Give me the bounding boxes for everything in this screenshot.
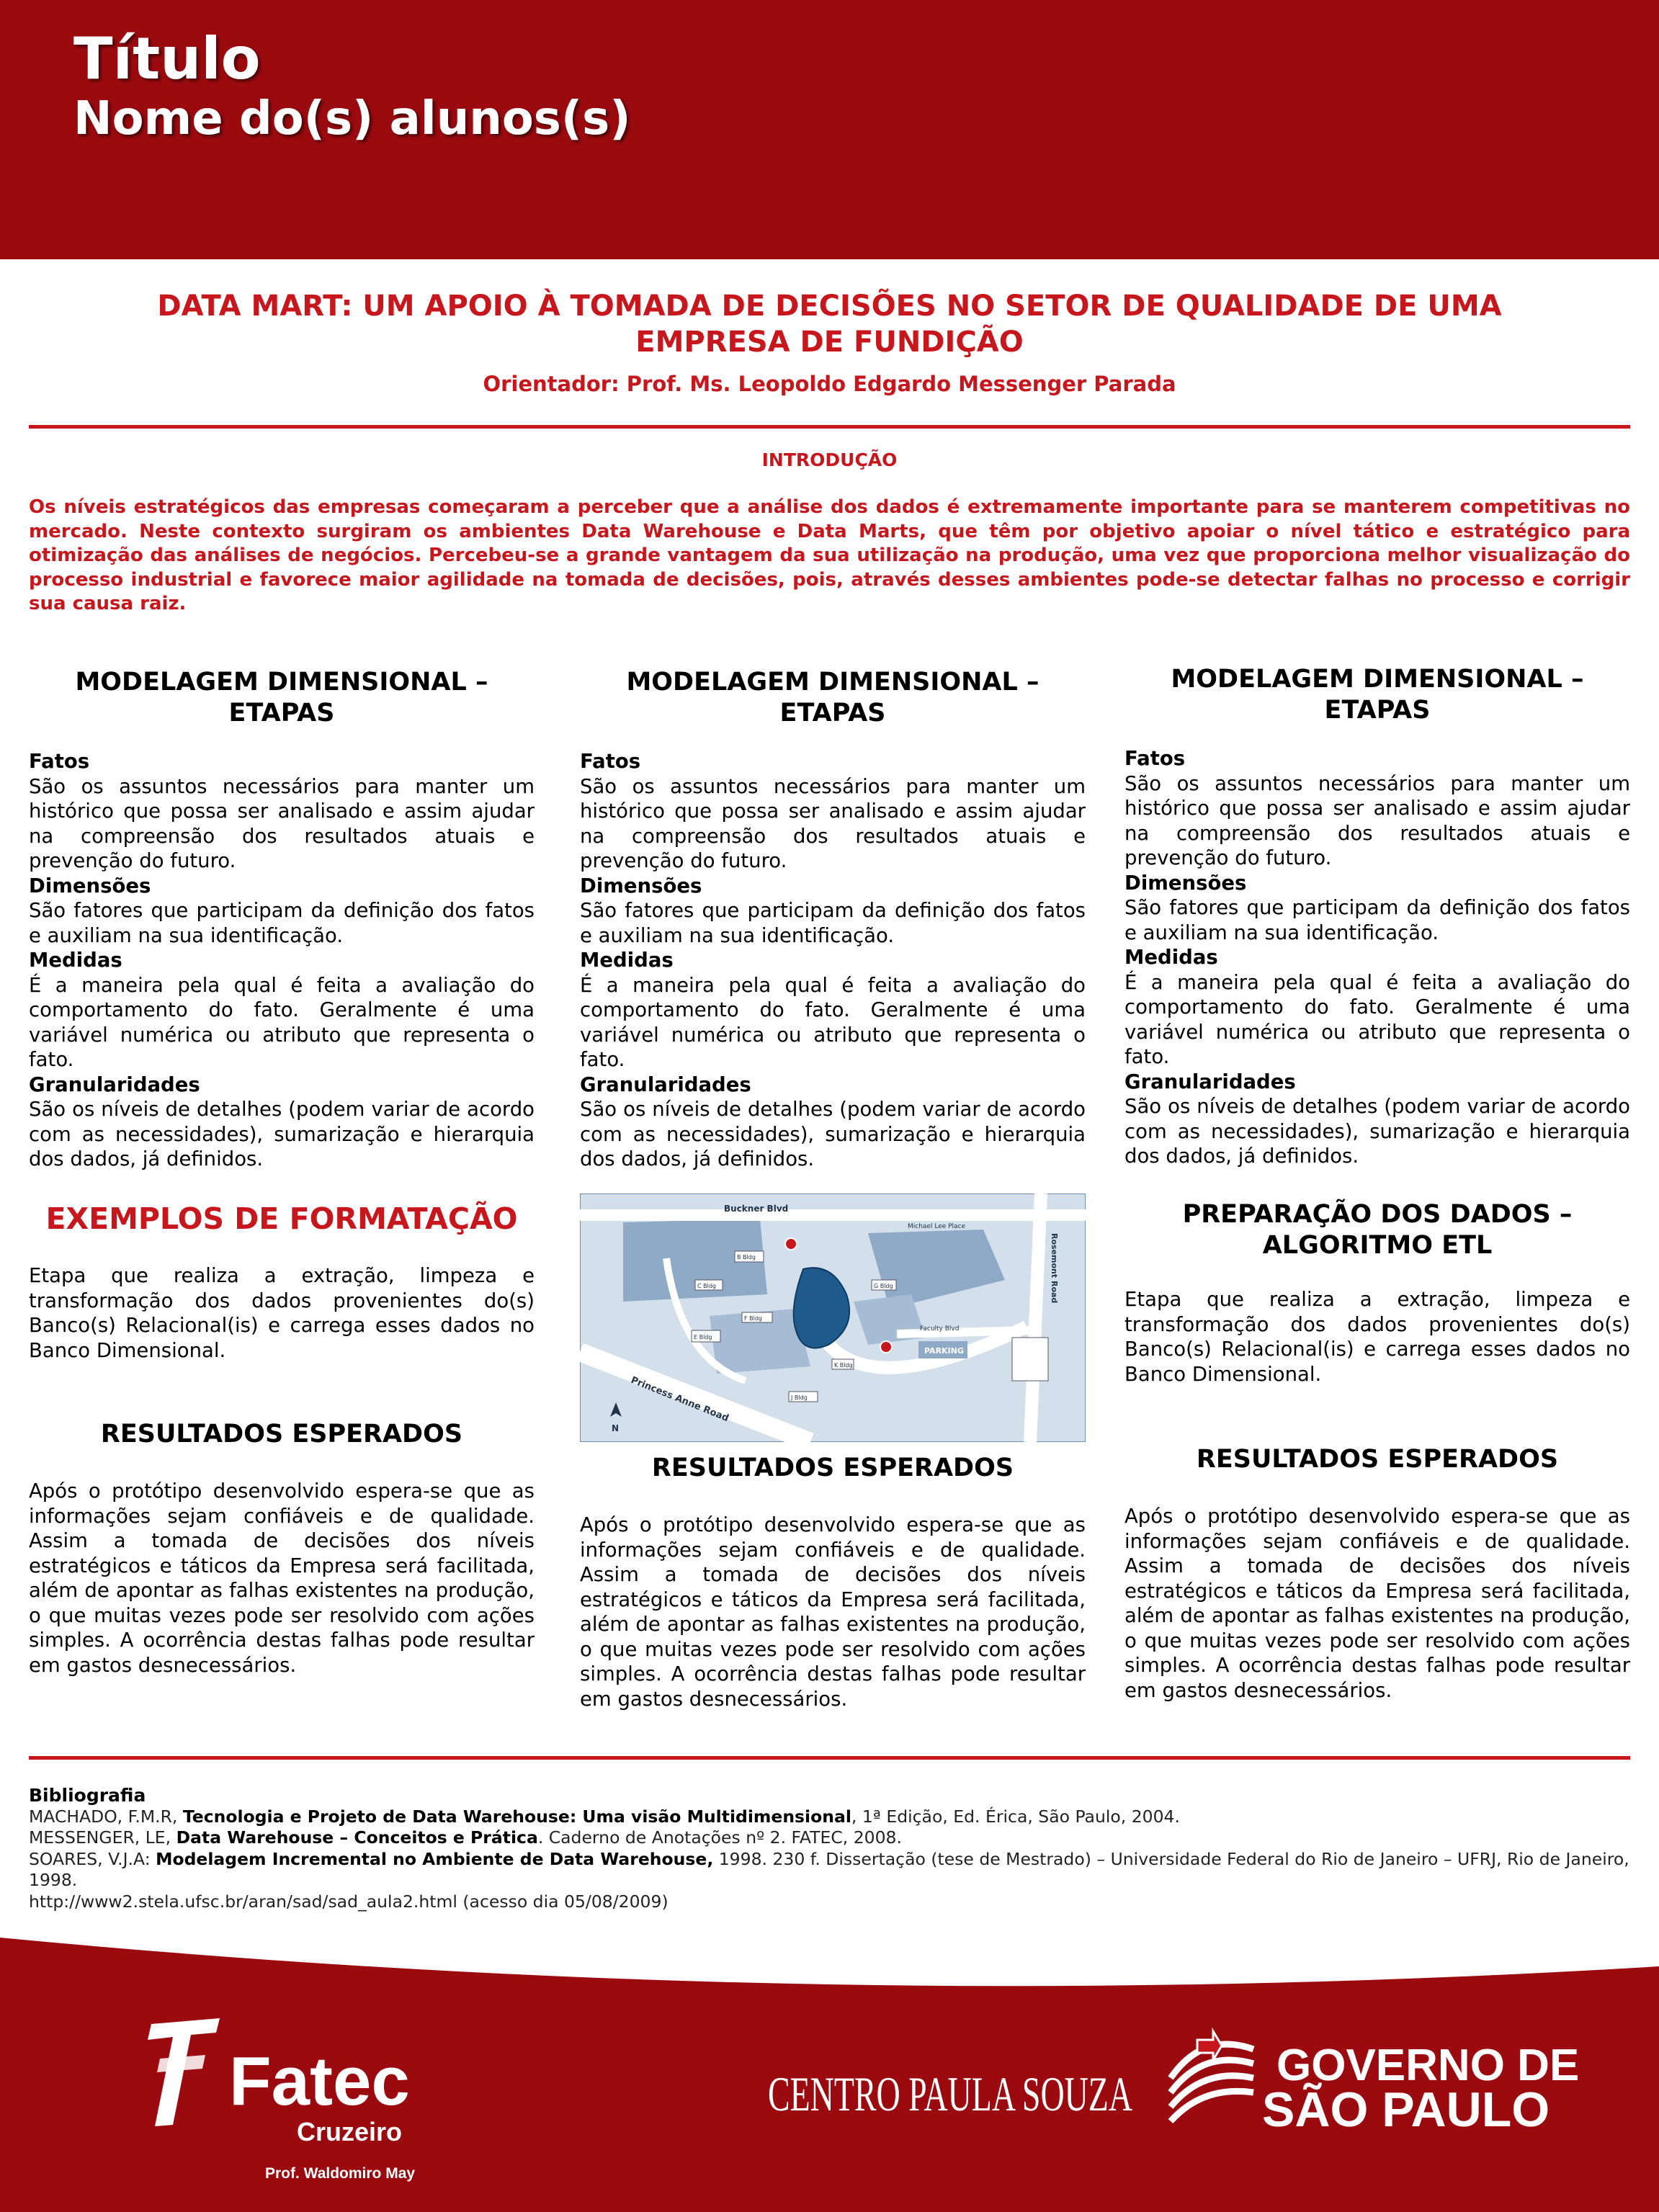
map-label-buckner: Buckner Blvd: [724, 1204, 789, 1214]
poster-authors: Nome do(s) alunos(s): [73, 92, 631, 145]
modelagem-heading: MODELAGEM DIMENSIONAL – ETAPAS: [75, 668, 488, 727]
modelagem-body: [1124, 746, 1630, 1169]
bibliography: [29, 1785, 1630, 1912]
term-granularidades: Granularidades: [29, 1073, 200, 1096]
term-medidas: Medidas: [1124, 946, 1218, 969]
term-granularidades: Granularidades: [580, 1073, 751, 1096]
resultados-text: Após o protótipo desenvolvido espera-se que as informações sejam confiáveis e de qualidade. Assim a tomada de decisões dos níveis estratégicos e táticos da Empresa será facilitada, além de apontar as falhas existentes na produção, o que muitas vezes pode ser resolvido com ações simples. A ocorrência destas falhas pode resultar em gastos desnecessários.: [1124, 1505, 1630, 1702]
map-label-b: B Bldg: [737, 1254, 756, 1261]
column-middle: [580, 667, 1086, 1172]
medidas-text: É a maneira pela qual é feita a avaliação do comportamento do fato. Geralmente é uma variável numérica ou atributo que representa o fato.: [580, 973, 1086, 1071]
fatos-text: São os assuntos necessários para manter um histórico que possa ser analisado e assim ajudar na compreensão dos resultados atuais e prevenção do futuro.: [580, 774, 1086, 872]
term-dimensoes: Dimensões: [580, 874, 702, 897]
advisor-line: Orientador: Prof. Ms. Leopoldo Edgardo Messenger Parada: [483, 372, 1176, 396]
map-label-j: J Bldg: [791, 1394, 808, 1401]
map-label-rosemont: Rosemont Road: [1050, 1233, 1059, 1304]
governo-line1: GOVERNO DE: [1276, 2041, 1580, 2090]
map-label-faculty: Faculty Blvd: [920, 1325, 960, 1333]
term-dimensoes: Dimensões: [1124, 871, 1247, 895]
map-pin-icon: [785, 1238, 797, 1250]
resultados-heading: RESULTADOS ESPERADOS: [1196, 1445, 1559, 1474]
granularidades-text: São os níveis de detalhes (podem variar de acordo com as necessidades), sumarização e hierarquia dos dados, já definidos.: [29, 1098, 535, 1170]
governo-line2: SÃO PAULO: [1262, 2082, 1550, 2137]
column-right: [1124, 664, 1630, 1169]
intro-text: Os níveis estratégicos das empresas começaram a perceber que a análise dos dados é extremamente importante para se manterem competitivas no mercado. Neste contexto surgiram os ambientes Data Warehouse e Data Marts, que têm por objetivo apoiar o nível tático e estratégico para otimização das análises de negócios. Percebeu-se a grande vantagem da sua utilização na produção, uma vez que proporciona melhor visualização do processo industrial e favorece maior agilidade na tomada de decisões, pois, através desses ambientes pode-se detectar falhas no processo e corrigir sua causa raiz.: [29, 496, 1630, 614]
map-label-princess-anne: Princess Anne Road: [629, 1374, 730, 1425]
main-title: DATA MART: UM APOIO À TOMADA DE DECISÕES NO SETOR DE QUALIDADE DE UMA EMPRESA DE FUNDIÇÃO: [157, 290, 1502, 359]
fatos-text: São os assuntos necessários para manter um histórico que possa ser analisado e assim ajudar na compreensão dos resultados atuais e prevenção do futuro.: [1124, 771, 1630, 869]
dimensoes-text: São fatores que participam da definição dos fatos e auxiliam na sua identificação.: [580, 899, 1086, 947]
term-granularidades: Granularidades: [1124, 1070, 1296, 1093]
granularidades-text: São os níveis de detalhes (podem variar de acordo com as necessidades), sumarização e hierarquia dos dados, já definidos.: [580, 1098, 1086, 1170]
map-label-c: C Bldg: [697, 1283, 716, 1289]
term-medidas: Medidas: [29, 949, 122, 972]
medidas-text: É a maneira pela qual é feita a avaliação do comportamento do fato. Geralmente é uma variável numérica ou atributo que representa o fato.: [29, 973, 535, 1071]
resultados-text: Após o protótipo desenvolvido espera-se que as informações sejam confiáveis e de qualidade. Assim a tomada de decisões dos níveis estratégicos e táticos da Empresa será facilitada, além de apontar as falhas existentes na produção, o que muitas vezes pode ser resolvido com ações simples. A ocorrência destas falhas pode resultar em gastos desnecessários.: [29, 1479, 535, 1677]
footer-banner: [0, 1938, 1659, 2212]
fatec-name: Fatec: [229, 2043, 410, 2120]
column-left: [29, 667, 535, 1172]
map-label-k: K Bldg: [834, 1362, 853, 1369]
modelagem-heading: MODELAGEM DIMENSIONAL – ETAPAS: [1171, 665, 1584, 725]
fatos-text: São os assuntos necessários para manter um histórico que possa ser analisado e assim ajudar na compreensão dos resultados atuais e prevenção do futuro.: [29, 774, 535, 872]
preparacao-section: [1124, 1199, 1630, 1387]
map-label-north: N: [612, 1423, 620, 1433]
dimensoes-text: São fatores que participam da definição dos fatos e auxiliam na sua identificação.: [1124, 896, 1630, 944]
preparacao-heading: PREPARAÇÃO DOS DADOS – ALGORITMO ETL: [1182, 1200, 1573, 1260]
granularidades-text: São os níveis de detalhes (podem variar de acordo com as necessidades), sumarização e hierarquia dos dados, já definidos.: [1124, 1095, 1630, 1168]
term-fatos: Fatos: [29, 750, 90, 773]
resultados-section-middle: [580, 1453, 1086, 1711]
divider-top: [29, 425, 1630, 429]
map-label-michael: Michael Lee Place: [908, 1223, 966, 1230]
medidas-text: É a maneira pela qual é feita a avaliação do comportamento do fato. Geralmente é uma variável numérica ou atributo que representa o fato.: [1124, 970, 1630, 1068]
campus-map-image: [580, 1194, 1086, 1442]
header-banner: [0, 0, 1659, 259]
divider-bottom: [29, 1756, 1630, 1760]
resultados-section-left: [29, 1419, 535, 1678]
modelagem-heading: MODELAGEM DIMENSIONAL – ETAPAS: [626, 668, 1039, 727]
dimensoes-text: São fatores que participam da definição dos fatos e auxiliam na sua identificação.: [29, 899, 535, 947]
reference-item: MESSENGER, LE, Data Warehouse – Conceitos e Prática. Caderno de Anotações nº 2. FATEC, 2008.: [29, 1827, 902, 1848]
term-fatos: Fatos: [1124, 747, 1186, 770]
modelagem-body: [29, 749, 535, 1172]
reference-item: MACHADO, F.M.R, Tecnologia e Projeto de Data Warehouse: Uma visão Multidimensional, 1ª Edição, Ed. Érica, São Paulo, 2004.: [29, 1806, 1180, 1827]
term-medidas: Medidas: [580, 949, 674, 972]
resultados-text: Após o protótipo desenvolvido espera-se que as informações sejam confiáveis e de qualidade. Assim a tomada de decisões dos níveis estratégicos e táticos da Empresa será facilitada, além de apontar as falhas existentes na produção, o que muitas vezes pode ser resolvido com ações simples. A ocorrência destas falhas pode resultar em gastos desnecessários.: [580, 1513, 1086, 1711]
exemplos-section: [29, 1201, 535, 1363]
map-pin-icon: [880, 1341, 892, 1353]
exemplos-text: Etapa que realiza a extração, limpeza e transformação dos dados provenientes do(s) Banco(s) Relacional(is) e carrega esses dados no Banco Dimensional.: [29, 1264, 535, 1362]
reference-item: SOARES, V.J.A: Modelagem Incremental no Ambiente de Data Warehouse, 1998. 230 f. Dissertação (tese de Mestrado) – Universidade Federal do Rio de Janeiro – UFRJ, Rio de Janeiro, 1998.: [29, 1848, 1629, 1890]
exemplos-heading: EXEMPLOS DE FORMATAÇÃO: [45, 1201, 518, 1236]
intro-heading: INTRODUÇÃO: [761, 449, 898, 470]
resultados-heading: RESULTADOS ESPERADOS: [651, 1454, 1014, 1482]
modelagem-body: [580, 749, 1086, 1172]
term-fatos: Fatos: [580, 750, 641, 773]
poster-title: Título: [73, 25, 261, 92]
map-label-f: F Bldg: [744, 1315, 763, 1322]
resultados-section-right: [1124, 1444, 1630, 1703]
resultados-heading: RESULTADOS ESPERADOS: [100, 1420, 463, 1448]
fatec-prof: Prof. Waldomiro May: [265, 2165, 416, 2182]
centro-paula-souza-logo: CENTRO PAULA SOUZA: [768, 2067, 1132, 2121]
reference-link[interactable]: http://www2.stela.ufsc.br/aran/sad/sad_aula2.html (acesso dia 05/08/2009): [29, 1891, 668, 1912]
preparacao-text: Etapa que realiza a extração, limpeza e transformação dos dados provenientes do(s) Banco(s) Relacional(is) e carrega esses dados no Banco Dimensional.: [1124, 1288, 1630, 1386]
fatec-campus: Cruzeiro: [297, 2117, 403, 2146]
map-label-parking: PARKING: [924, 1346, 964, 1356]
bibliography-heading: Bibliografia: [29, 1785, 146, 1806]
map-label-e: E Bldg: [694, 1334, 712, 1340]
map-label-g: G Bldg: [874, 1283, 893, 1289]
term-dimensoes: Dimensões: [29, 874, 151, 897]
